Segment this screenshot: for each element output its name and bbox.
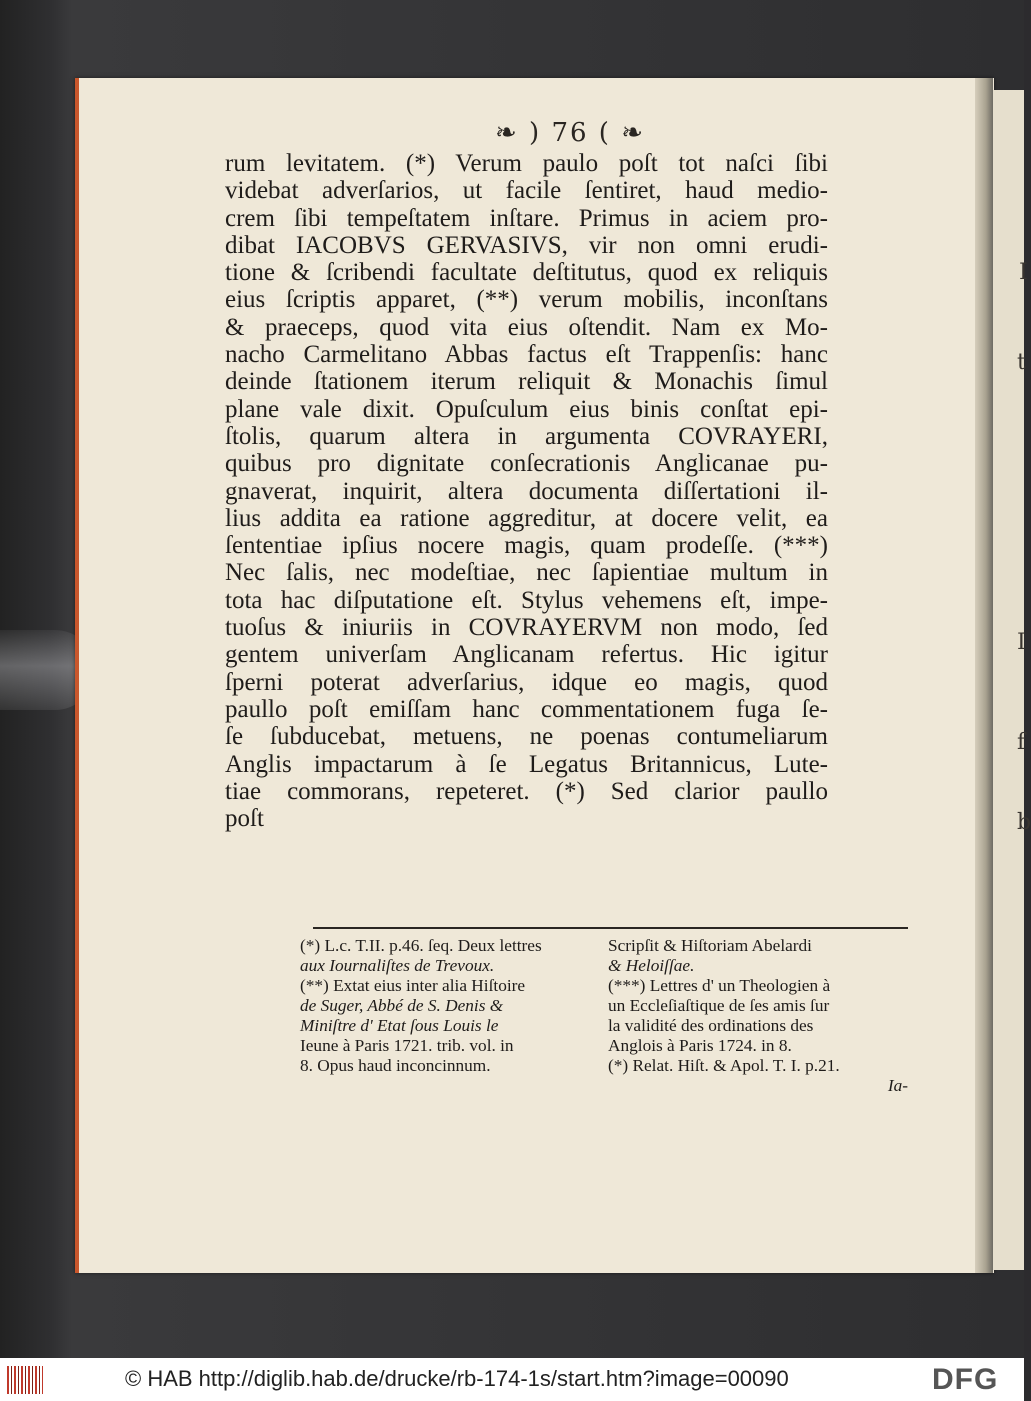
footnote-line: (**) Extat eius inter alia Hiſtoire	[300, 976, 526, 995]
body-line: ſententiae ipſius nocere magis, quam prodeſſe. (***)	[225, 532, 828, 560]
body-line: plane vale dixit. Opuſculum eius binis conſtat epi-	[225, 395, 828, 423]
footnote-line: Ieune à Paris 1721. trib. vol. in	[300, 1036, 514, 1055]
barcode-icon	[7, 1366, 43, 1394]
footnote-line: Anglois à Paris 1724. in 8.	[608, 1036, 792, 1055]
body-text	[225, 150, 828, 832]
page-header: ❧ ) 76 ( ❧	[495, 118, 645, 148]
body-line: paullo poſt emiſſam hanc commentationem fuga ſe-	[225, 695, 828, 723]
body-line: ſtolis, quarum altera in argumenta COVRAYERI,	[225, 422, 828, 450]
catchword: poſt	[225, 805, 264, 833]
body-line: lius addita ea ratione aggreditur, at docere velit, ea	[225, 504, 828, 532]
body-line: & praeceps, quod vita eius oſtendit. Nam ex Mo-	[225, 313, 828, 341]
body-line: quibus pro dignitate conſecrationis Anglicanae pu-	[225, 450, 828, 478]
footnote-line: Scripſit & Hiſtoriam Abelardi	[608, 936, 812, 955]
body-line: crem ſibi tempeſtatem inſtare. Primus in aciem pro-	[225, 204, 828, 232]
body-line: rum levitatem. (*) Verum paulo poſt tot naſci ſibi	[225, 150, 828, 177]
body-line: gnaverat, inquirit, altera documenta diſſertationi il-	[225, 477, 828, 505]
body-line: gentem univerſam Anglicanam refertus. Hic igitur	[225, 641, 828, 669]
footnote-line: (***) Lettres d' un Theologien à	[608, 976, 831, 995]
footnote-line: aux Iournaliſtes de Trevoux.	[300, 956, 495, 975]
body-line: deinde ſtationem iterum reliquit & Monachis ſimul	[225, 368, 828, 396]
body-line: tota hac diſputatione eſt. Stylus vehemens eſt, impe-	[225, 586, 828, 614]
footnote-line: un Eccleſiaſtique de ſes amis ſur	[608, 996, 830, 1015]
facing-page-edge: I t I f b	[993, 90, 1024, 1270]
footnotes-left	[300, 936, 592, 1076]
footnote-line: & Heloiſſae.	[608, 956, 695, 975]
dfg-logo: DFG	[932, 1363, 999, 1396]
footnote-line: (*) L.c. T.II. p.46. ſeq. Deux lettres	[300, 936, 542, 955]
body-line: tuoſus & iniuriis in COVRAYERVM non modo, ſed	[225, 614, 828, 642]
footer-citation[interactable]: © HAB http://diglib.hab.de/drucke/rb-174-1s/start.htm?image=00090	[125, 1366, 789, 1391]
body-line: videbat adverſarios, ut facile ſentiret, haud medio-	[225, 177, 828, 205]
footnote-rule	[313, 927, 908, 929]
body-line: Anglis impactarum à ſe Legatus Britannicus, Lute-	[225, 750, 828, 778]
book-gutter	[975, 78, 993, 1273]
footnotes-right	[608, 936, 908, 1096]
body-line: eius ſcriptis apparet, (**) verum mobilis, inconſtans	[225, 286, 828, 314]
footnote-catchword: Ia-	[887, 1076, 908, 1095]
body-line: tiae commorans, repeteret. (*) Sed clarior paullo	[225, 777, 828, 805]
body-line: tione & ſcribendi facultate deſtitutus, quod ex reliquis	[225, 259, 828, 287]
footnote-line: (*) Relat. Hiſt. & Apol. T. I. p.21.	[608, 1056, 840, 1075]
body-line: Nec ſalis, nec modeſtiae, nec ſapientiae multum in	[225, 559, 828, 587]
footnote-line: la validité des ordinations des	[608, 1016, 814, 1035]
footnote-line: 8. Opus haud inconcinnum.	[300, 1056, 491, 1075]
footnote-line: de Suger, Abbé de S. Denis &	[300, 996, 504, 1015]
body-line: dibat IACOBVS GERVASIVS, vir non omni erudi-	[225, 231, 828, 259]
body-line: nacho Carmelitano Abbas factus eſt Trappenſis: hanc	[225, 341, 828, 369]
body-line: ſperni poterat adverſarius, idque eo magis, quod	[225, 668, 828, 696]
footnote-line: Miniſtre d' Etat ſous Louis le	[300, 1016, 499, 1035]
body-line: ſe ſubducebat, metuens, ne poenas contumeliarum	[225, 723, 828, 751]
